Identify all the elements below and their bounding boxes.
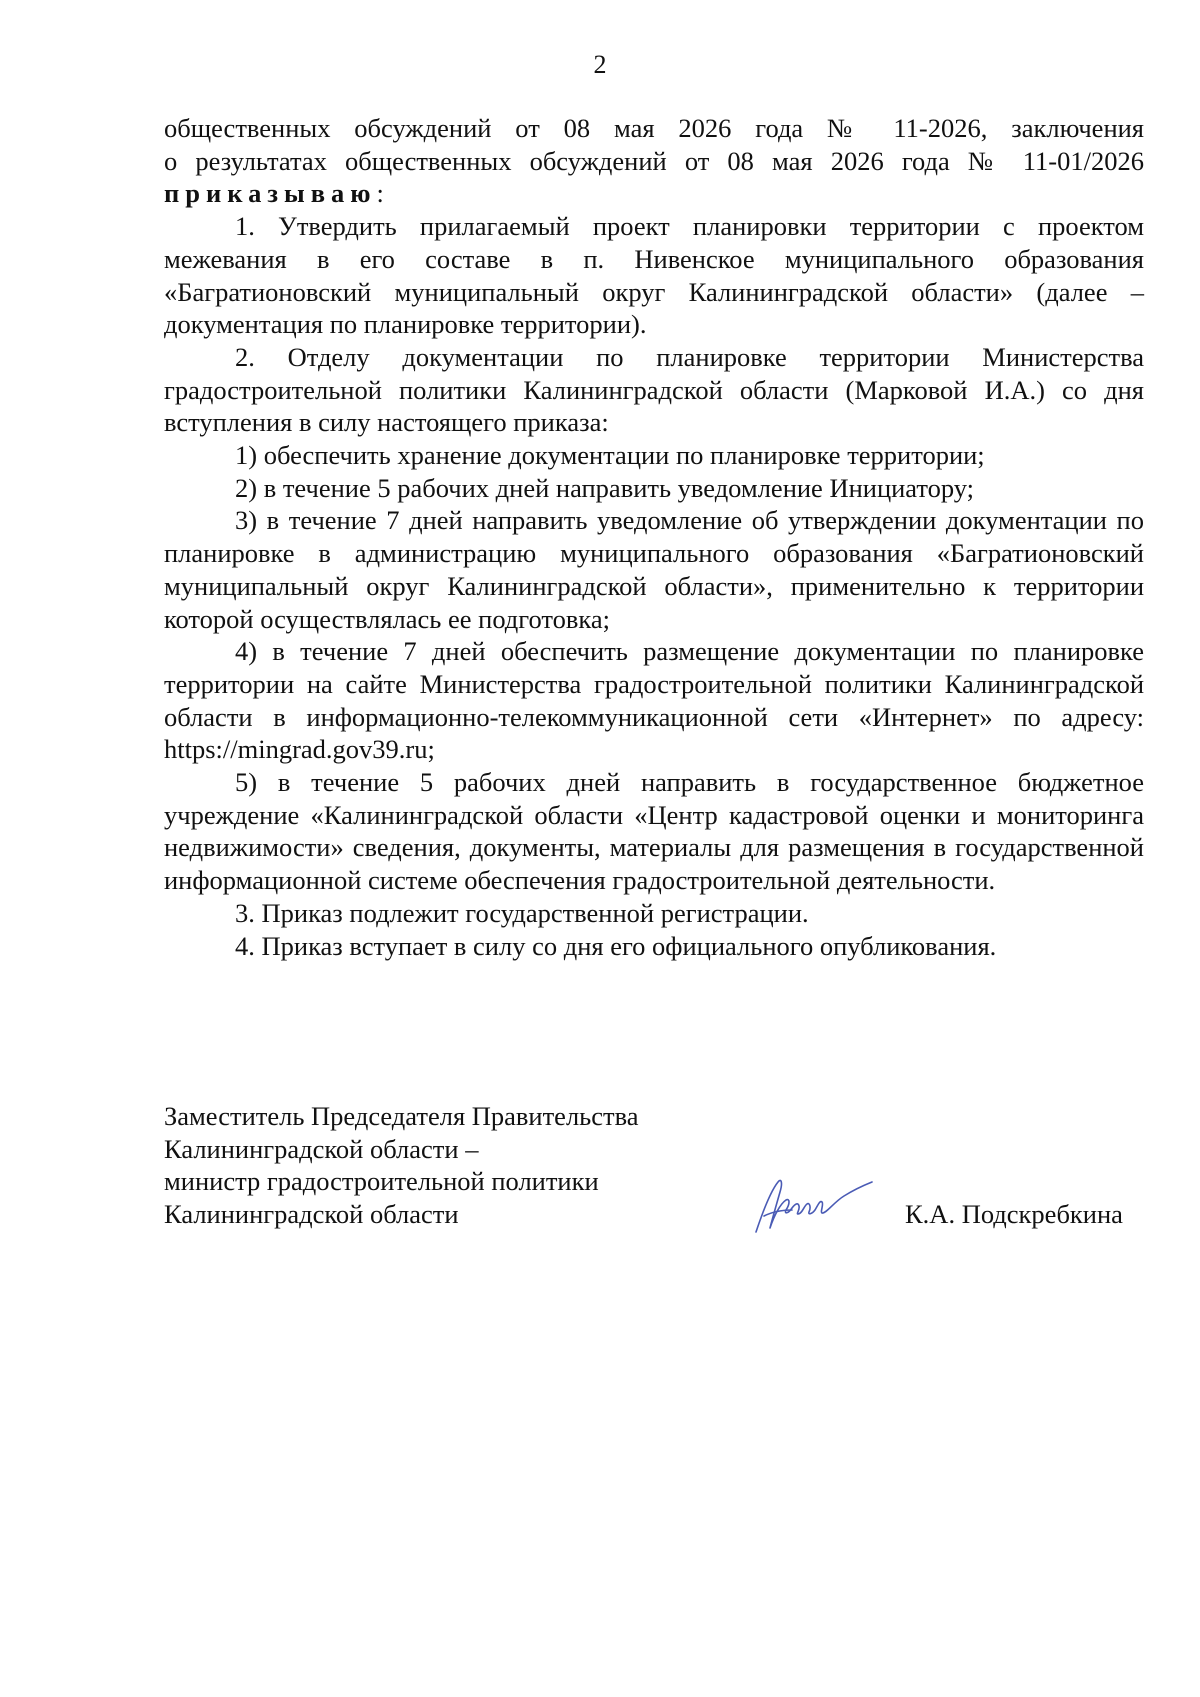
paragraph-item-2-2: 2) в течение 5 рабочих дней направить уведомление Инициатору; (235, 472, 975, 503)
page-number: 2 (593, 50, 607, 79)
signer-name: К.А. Подскребкина (905, 1199, 1123, 1229)
signature-strokes (756, 1180, 872, 1232)
signatory-title-line: Калининградской области (164, 1199, 459, 1230)
decree-line (164, 177, 1144, 210)
paragraph-item-4: 4. Приказ вступает в силу со дня его официального опубликования. (235, 930, 997, 961)
signatory-title (164, 1100, 724, 1231)
paragraph-item-2-3: 3) в течение 7 дней направить уведомление об утверждении документации по планировке в администрацию муниципального образования «Багратионовский муниципальный округ Калининградской области», применительно к территории которой осуществлялась ее подготовка; (164, 505, 1144, 634)
decree-colon: : (376, 178, 384, 209)
signatory-title-line: Заместитель Председателя Правительства (164, 1101, 639, 1131)
document-body (164, 112, 1144, 962)
paragraph-item-2: 2. Отделу документации по планировке территории Министерства градостроительной политики Калининградской области (Марковой И.А.) со дня вступления в силу настоящего приказа: (164, 341, 1144, 438)
handwritten-signature (748, 1170, 878, 1245)
signatory-title-line: Калининградской области – (164, 1133, 479, 1164)
intro-line-2: о результатах общественных обсуждений от 08 мая 2026 года № 11-01/2026 (164, 145, 1144, 176)
signatory-title-line: министр градостроительной политики (164, 1166, 599, 1197)
paragraph-item-2-5: 5) в течение 5 рабочих дней направить в государственное бюджетное учреждение «Калининградской области «Центр кадастровой оценки и мониторинга недвижимости» сведения, документы, материалы для размещения в государственной информационной системе обеспечения градостроительной деятельности. (164, 767, 1144, 896)
paragraph-item-2-1: 1) обеспечить хранение документации по планировке территории; (235, 440, 985, 471)
paragraph-item-3: 3. Приказ подлежит государственной регистрации. (235, 897, 809, 928)
decree-word: приказываю (164, 178, 377, 209)
paragraph-item-2-4: 4) в течение 7 дней обеспечить размещение документации по планировке территории на сайте Министерства градостроительной политики Калининградской области в информационно-телекоммуникационной сети «Интернет» по адресу: https://mingrad.gov39.ru; (164, 636, 1144, 765)
intro-line-1: общественных обсуждений от 08 мая 2026 года № 11-2026, заключения (164, 113, 1144, 143)
paragraph-item-1: 1. Утвердить прилагаемый проект планировки территории с проектом межевания в его составе в п. Нивенское муниципального образования «Багратионовский муниципальный округ Калининградской области» (далее – документация по планировке территории). (164, 211, 1144, 340)
